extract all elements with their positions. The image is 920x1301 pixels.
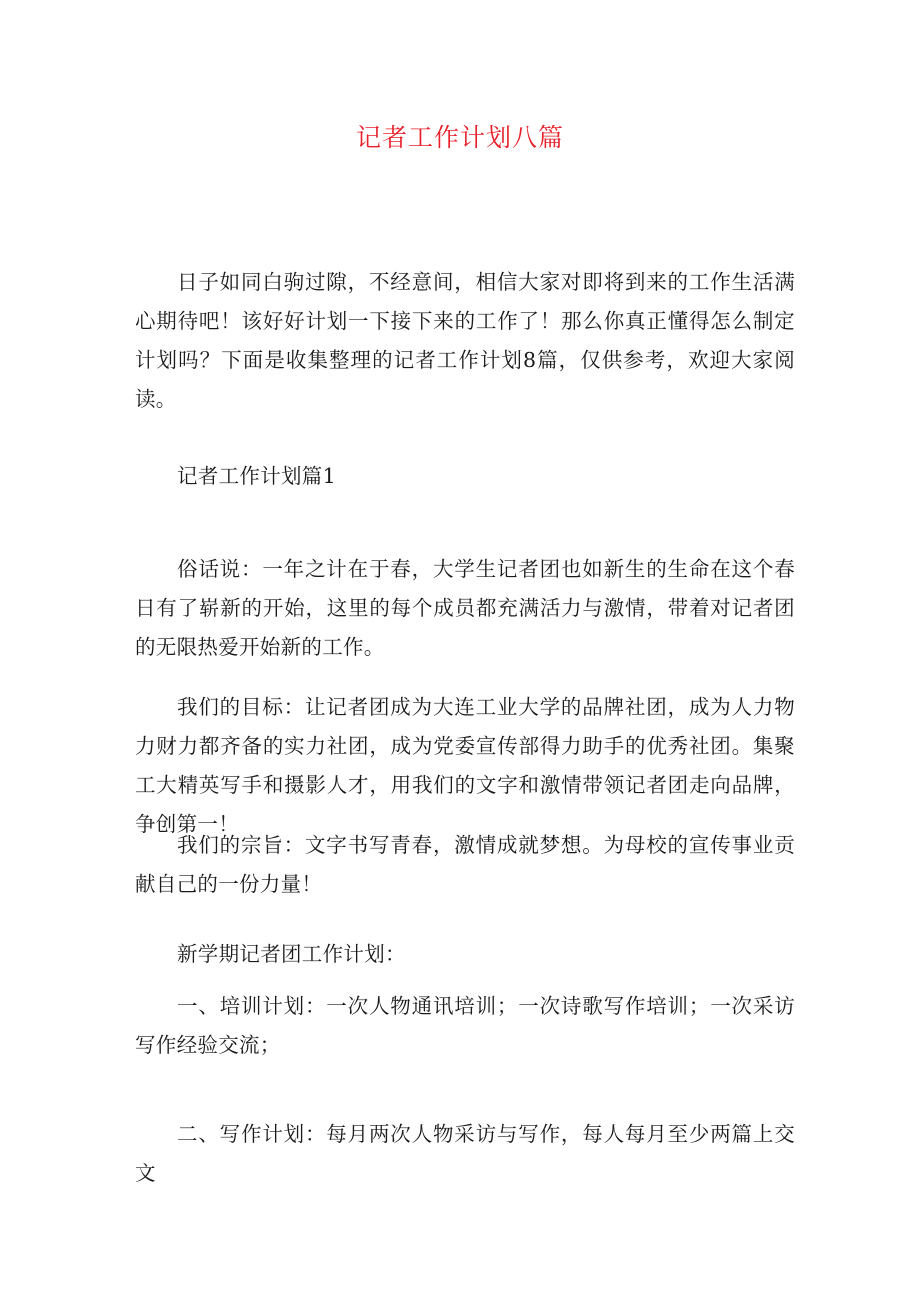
paragraph-goal: 我们的目标：让记者团成为大连工业大学的品牌社团，成为人力物力财力都齐备的实力社团，成为党委宣传部得力助手的优秀社团。集聚工大精英写手和摄影人才，用我们的文字和激情带领记者团走向品牌，争创第一！ [135, 695, 795, 836]
section-heading: 记者工作计划篇1 [177, 464, 336, 488]
paragraph-plan-intro: 新学期记者团工作计划： [177, 942, 406, 966]
paragraph-writing-plan: 二、写作计划：每月两次人物采访与写作，每人每月至少两篇上交文 [135, 1122, 795, 1185]
intro-paragraph: 日子如同白驹过隙，不经意间，相信大家对即将到来的工作生活满心期待吧！该好好计划一下接下来的工作了！那么你真正懂得怎么制定计划吗？下面是收集整理的记者工作计划8篇，仅供参考，欢迎大家阅读。 [135, 270, 795, 411]
paragraph-training-plan: 一、培训计划：一次人物通讯培训；一次诗歌写作培训；一次采访写作经验交流； [135, 994, 795, 1057]
paragraph-motto: 俗话说：一年之计在于春，大学生记者团也如新生的生命在这个春日有了崭新的开始，这里的每个成员都充满活力与激情，带着对记者团的无限热爱开始新的工作。 [135, 557, 795, 659]
document-title: 记者工作计划八篇 [355, 123, 564, 152]
paragraph-purpose: 我们的宗旨：文字书写青春，激情成就梦想。为母校的宣传事业贡献自己的一份力量！ [135, 833, 795, 896]
